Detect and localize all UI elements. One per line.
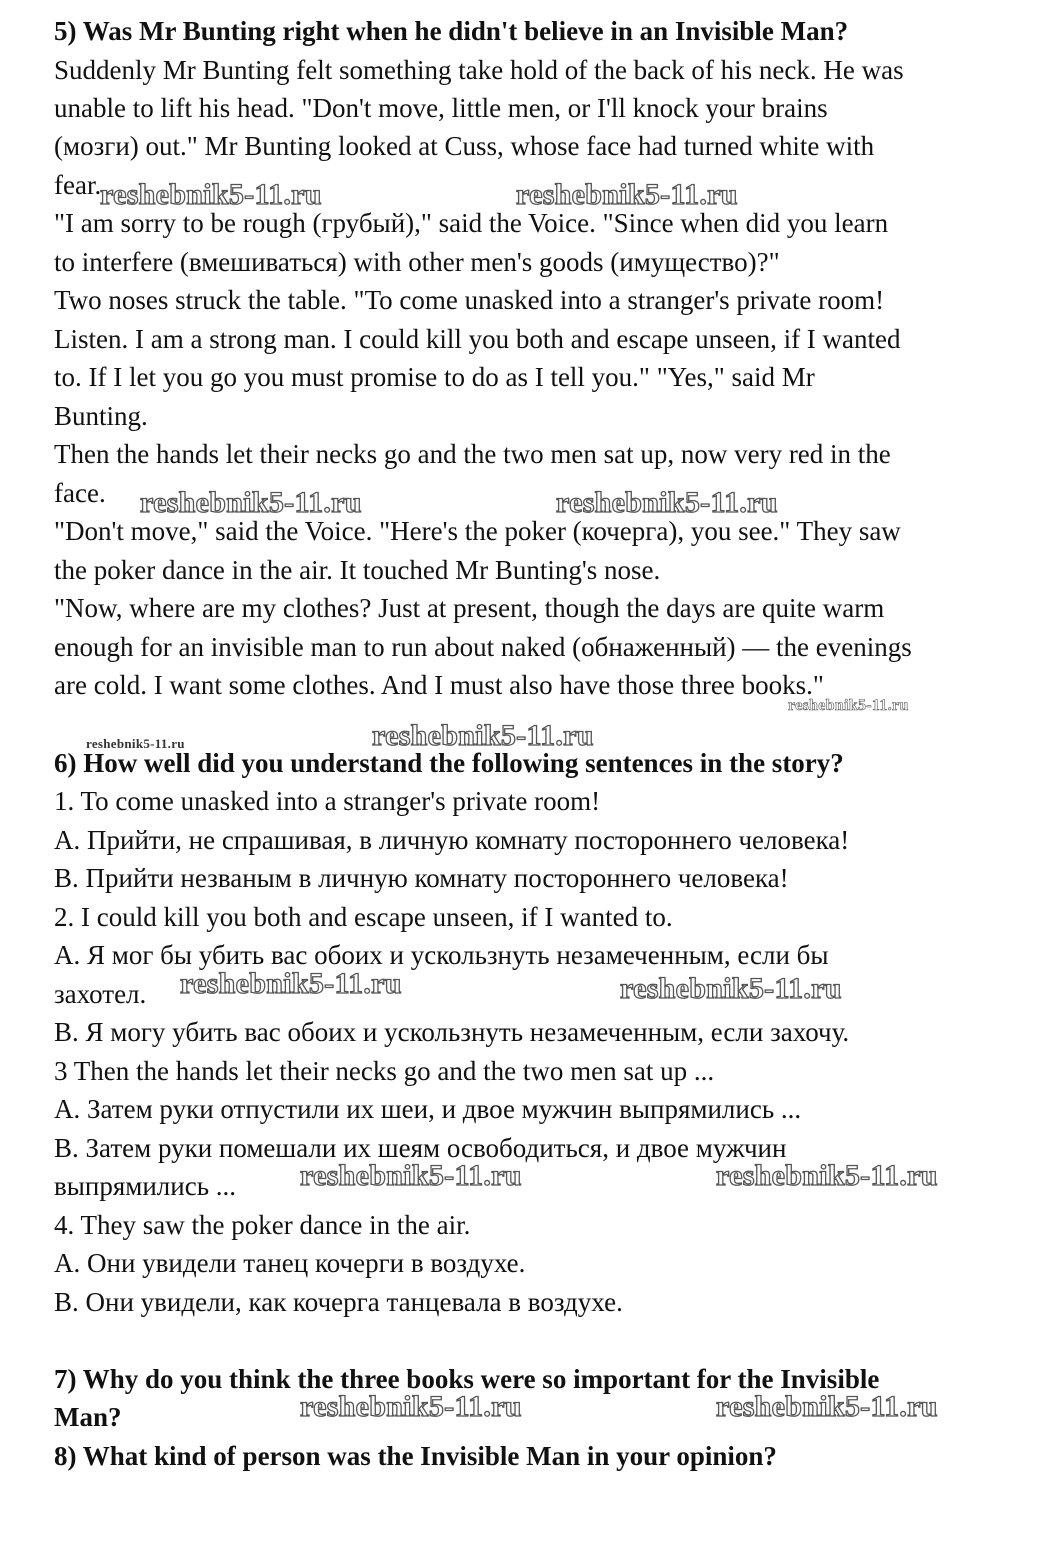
section6-line: 4. They saw the poker dance in the air. bbox=[54, 1210, 471, 1240]
watermark: reshebnik5-11.ru bbox=[716, 1159, 938, 1192]
section5-line: to interfere (вмешиваться) with other men's goods (имущество)?" bbox=[54, 247, 780, 277]
section6-line: захотел. bbox=[54, 979, 147, 1009]
section5-line: "I am sorry to be rough (грубый)," said the Voice. "Since when did you learn bbox=[54, 208, 889, 238]
section6-line: 1. To come unasked into a stranger's private room! bbox=[54, 786, 601, 816]
section5-line: Then the hands let their necks go and the two men sat up, now very red in the bbox=[54, 439, 891, 469]
section6-line: 3 Then the hands let their necks go and the two men sat up ... bbox=[54, 1056, 715, 1086]
section5-line: "Don't move," said the Voice. "Here's the poker (кочерга), you see." They saw bbox=[54, 516, 901, 546]
section5-line: Two noses struck the table. "To come unasked into a stranger's private room! bbox=[54, 285, 885, 315]
section6-line: 2. I could kill you both and escape unseen, if I wanted to. bbox=[54, 902, 673, 932]
section5-line: face. bbox=[54, 478, 106, 508]
watermark: reshebnik5-11.ru bbox=[788, 697, 909, 714]
section5-line: "Now, where are my clothes? Just at present, though the days are quite warm bbox=[54, 593, 885, 623]
watermark: reshebnik5-11.ru bbox=[140, 486, 362, 519]
section7-heading: 7) Why do you think the three books were so important for the Invisible bbox=[54, 1364, 880, 1394]
watermark: reshebnik5-11.ru bbox=[516, 178, 738, 211]
watermark: reshebnik5-11.ru bbox=[716, 1390, 938, 1423]
watermark: reshebnik5-11.ru bbox=[556, 486, 778, 519]
section5-line: the poker dance in the air. It touched Mr Bunting's nose. bbox=[54, 555, 661, 585]
section6-line: B. Они увидели, как кочерга танцевала в воздухе. bbox=[54, 1287, 623, 1317]
section6-line: A. Прийти, не спрашивая, в личную комнату постороннего человека! bbox=[54, 825, 850, 855]
section5-line: are cold. I want some clothes. And I must also have those three books." bbox=[54, 670, 824, 700]
section5-line: Suddenly Mr Bunting felt something take hold of the back of his neck. He was bbox=[54, 55, 904, 85]
watermark: reshebnik5-11.ru bbox=[86, 736, 185, 751]
watermark: reshebnik5-11.ru bbox=[180, 967, 402, 1000]
watermark: reshebnik5-11.ru bbox=[300, 1159, 522, 1192]
watermark: reshebnik5-11.ru bbox=[300, 1390, 522, 1423]
section6-line: выпрямились ... bbox=[54, 1171, 237, 1201]
section6-heading: 6) How well did you understand the following sentences in the story? bbox=[54, 748, 844, 778]
section5-heading: 5) Was Mr Bunting right when he didn't believe in an Invisible Man? bbox=[54, 16, 849, 46]
section6-line: A. Они увидели танец кочерги в воздухе. bbox=[54, 1248, 526, 1278]
section6-line: B. Затем руки помешали их шеям освободиться, и двое мужчин bbox=[54, 1133, 787, 1163]
section6-line: B. Прийти незваным в личную комнату постороннего человека! bbox=[54, 863, 789, 893]
section5-line: (мозги) out." Mr Bunting looked at Cuss, whose face had turned white with bbox=[54, 131, 875, 161]
watermark: reshebnik5-11.ru bbox=[620, 972, 842, 1005]
section6-line: A. Затем руки отпустили их шеи, и двое мужчин выпрямились ... bbox=[54, 1094, 802, 1124]
section7-heading-cont: Man? bbox=[54, 1402, 122, 1432]
section8-heading: 8) What kind of person was the Invisible Man in your opinion? bbox=[54, 1441, 777, 1471]
section6-line: A. Я мог бы убить вас обоих и ускользнуть незамеченным, если бы bbox=[54, 940, 829, 970]
section5-line: Listen. I am a strong man. I could kill you both and escape unseen, if I wanted bbox=[54, 324, 901, 354]
section5-line: enough for an invisible man to run about naked (обнаженный) — the evenings bbox=[54, 632, 912, 662]
watermark: reshebnik5-11.ru bbox=[100, 178, 322, 211]
watermark: reshebnik5-11.ru bbox=[372, 719, 594, 752]
section5-line: to. If I let you go you must promise to do as I tell you." "Yes," said Mr bbox=[54, 362, 815, 392]
section5-line: Bunting. bbox=[54, 401, 148, 431]
section5-line: fear. bbox=[54, 170, 102, 200]
section6-line: B. Я могу убить вас обоих и ускользнуть незамеченным, если захочу. bbox=[54, 1017, 850, 1047]
section5-line: unable to lift his head. "Don't move, little men, or I'll knock your brains bbox=[54, 93, 828, 123]
